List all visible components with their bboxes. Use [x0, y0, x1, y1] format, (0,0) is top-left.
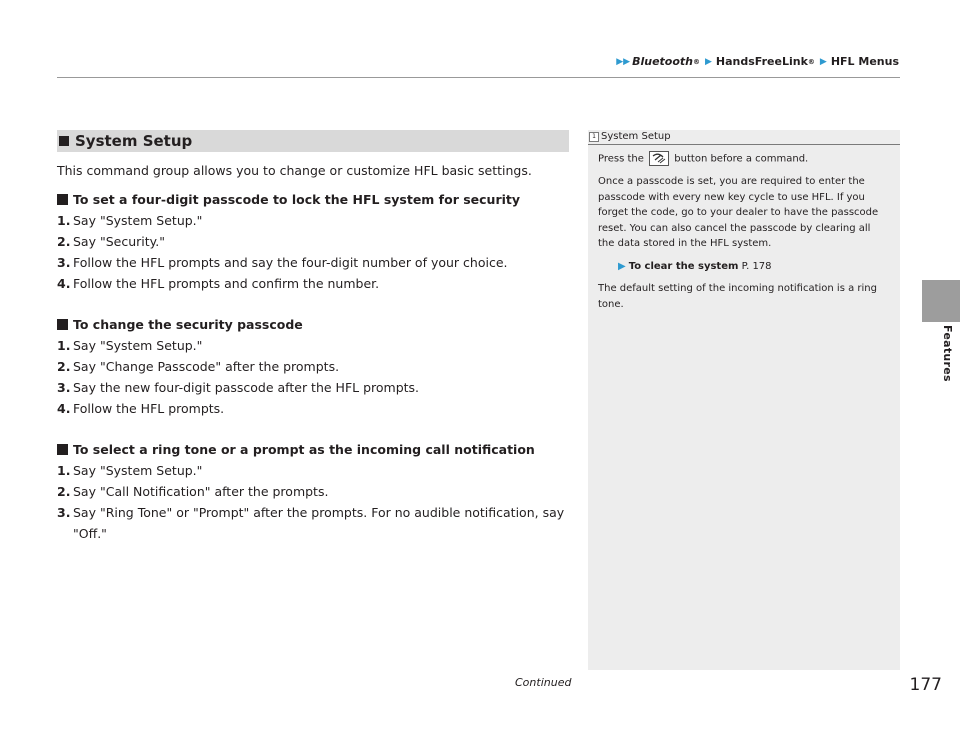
step-number: 3. — [57, 380, 71, 395]
step-text: Say "System Setup." — [73, 213, 203, 228]
note-header — [588, 130, 900, 145]
step-number: 2. — [57, 359, 71, 374]
step-text: Follow the HFL prompts and say the four-digit number of your choice. — [73, 255, 508, 270]
step-item — [57, 398, 569, 419]
main-content — [57, 160, 569, 564]
step-item — [57, 335, 569, 356]
step-item — [57, 252, 569, 273]
breadcrumb-item[interactable]: HFL Menus — [830, 55, 899, 68]
subsection-heading — [57, 439, 569, 460]
note-title: System Setup — [601, 131, 671, 143]
subsection-heading — [57, 314, 569, 335]
step-text: Say "Change Passcode" after the prompts. — [73, 359, 340, 374]
step-item — [57, 210, 569, 231]
step-item — [57, 481, 569, 502]
side-note — [588, 130, 900, 670]
note-press-before: Press the — [598, 153, 644, 165]
subsection-list — [57, 189, 569, 544]
page-reference-icon: ▶ — [618, 260, 626, 272]
step-number: 2. — [57, 484, 71, 499]
step-text: Say the new four-digit passcode after the HFL prompts. — [73, 380, 420, 395]
side-tab-label: Features — [941, 325, 954, 382]
registered-mark: ® — [693, 57, 700, 66]
step-text: Follow the HFL prompts and confirm the number. — [73, 276, 380, 291]
step-number: 1. — [57, 213, 71, 228]
step-text: Say "System Setup." — [73, 463, 203, 478]
section-title-bar — [57, 130, 569, 152]
step-list — [57, 460, 569, 544]
page-number: 177 — [909, 675, 942, 695]
registered-mark: ® — [807, 57, 815, 66]
step-text: Say "Call Notification" after the prompts. — [73, 484, 329, 499]
breadcrumb-arrow-icon: ▶ — [819, 56, 827, 67]
step-text: Follow the HFL prompts. — [73, 401, 225, 416]
side-tab-marker — [922, 280, 960, 322]
note-cross-reference[interactable] — [598, 259, 890, 275]
breadcrumb-item[interactable]: HandsFreeLink — [715, 55, 808, 68]
subsection-heading-text: To select a ring tone or a prompt as the incoming call notification — [73, 442, 535, 457]
xref-page: P. 178 — [741, 260, 772, 272]
step-item — [57, 377, 569, 398]
step-number: 4. — [57, 401, 71, 416]
step-number: 1. — [57, 338, 71, 353]
step-item — [57, 502, 569, 544]
xref-label: To clear the system — [628, 260, 739, 272]
note-default-paragraph: The default setting of the incoming notification is a ring tone. — [598, 283, 877, 310]
section-intro: This command group allows you to change or customize HFL basic settings. — [57, 163, 532, 178]
subsection-heading-text: To set a four-digit passcode to lock the HFL system for security — [73, 192, 521, 207]
step-list — [57, 335, 569, 419]
step-item — [57, 273, 569, 294]
square-bullet-icon — [57, 194, 68, 205]
step-number: 4. — [57, 276, 71, 291]
step-text: Say "System Setup." — [73, 338, 203, 353]
step-list — [57, 210, 569, 294]
breadcrumb-arrow-icon: ▶ — [705, 56, 712, 67]
square-bullet-icon — [57, 444, 68, 455]
step-item — [57, 460, 569, 481]
step-number: 1. — [57, 463, 71, 478]
continued-label: Continued — [515, 676, 572, 689]
step-item — [57, 356, 569, 377]
step-number: 3. — [57, 255, 71, 270]
subsection-heading — [57, 189, 569, 210]
breadcrumb-item[interactable]: Bluetooth — [632, 55, 693, 68]
section-title: System Setup — [75, 132, 193, 150]
subsection-heading-text: To change the security passcode — [73, 317, 303, 332]
step-number: 2. — [57, 234, 71, 249]
talk-button-icon — [649, 151, 669, 166]
note-body — [588, 145, 900, 312]
note-passcode-paragraph: Once a passcode is set, you are required to enter the passcode with every new key cycle to use HFL. If you forget the code, go to your dealer to have the passcode reset. You can also cancel the passcode by clearing all the data stored in the HFL system. — [598, 176, 879, 249]
step-text: Say "Security." — [73, 234, 165, 249]
note-press-after: button before a command. — [674, 153, 809, 165]
note-press-paragraph — [598, 151, 890, 167]
step-item — [57, 231, 569, 252]
note-number-box: 1 — [589, 132, 599, 142]
header-divider — [57, 77, 900, 78]
breadcrumb-arrow-icon: ▶▶ — [616, 56, 631, 67]
breadcrumb — [616, 55, 899, 68]
square-bullet-icon — [59, 136, 69, 146]
step-number: 3. — [57, 505, 71, 520]
square-bullet-icon — [57, 319, 68, 330]
step-text: Say "Ring Tone" or "Prompt" after the prompts. For no audible notification, say "Off." — [73, 505, 565, 541]
